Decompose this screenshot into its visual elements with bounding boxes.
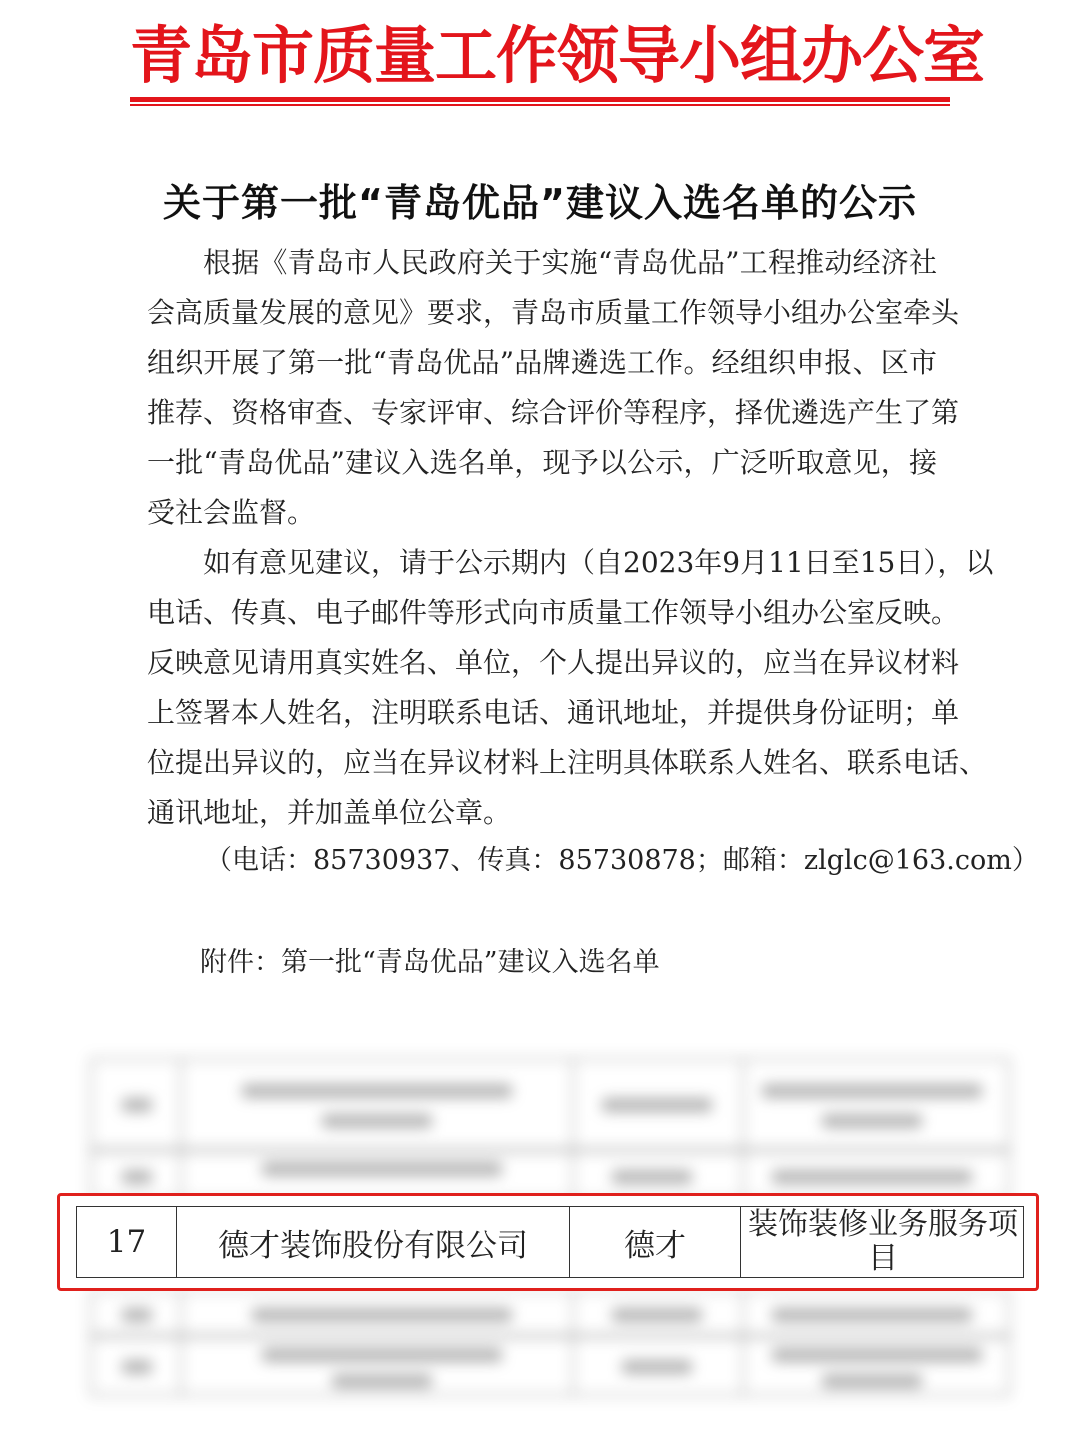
paragraph-line: 通讯地址，并加盖单位公章。 xyxy=(147,796,512,829)
paragraph-line: 如有意见建议，请于公示期内（自2023年9月11日至15日），以 xyxy=(203,546,994,579)
paragraph-line: 电话、传真、电子邮件等形式向市质量工作领导小组办公室反映。 xyxy=(147,596,960,629)
contact-info: （电话：85730937、传真：85730878；邮箱：zlglc@163.com） xyxy=(205,845,1039,876)
letterhead-title: 青岛市质量工作领导小组办公室 xyxy=(130,19,985,92)
attachment-note: 附件：第一批“青岛优品”建议入选名单 xyxy=(200,947,660,978)
paragraph-line: 会高质量发展的意见》要求，青岛市质量工作领导小组办公室牵头 xyxy=(147,296,960,329)
company-name-cell: 德才装饰股份有限公司 xyxy=(177,1207,570,1277)
paragraph-line: 推荐、资格审查、专家评审、综合评价等程序，择优遴选产生了第 xyxy=(147,396,960,429)
blurred-row xyxy=(90,1058,1010,1150)
blurred-row xyxy=(90,1290,1010,1336)
paragraph-1 xyxy=(147,238,960,538)
paragraph-line: 反映意见请用真实姓名、单位，个人提出异议的，应当在异议材料 xyxy=(147,646,960,679)
row-number-cell: 17 xyxy=(77,1207,177,1277)
paragraph-line: 上签署本人姓名，注明联系电话、通讯地址，并提供身份证明；单 xyxy=(147,696,960,729)
letterhead-rule-thick xyxy=(130,97,950,102)
paragraph-line: 根据《青岛市人民政府关于实施“青岛优品”工程推动经济社 xyxy=(203,246,937,279)
paragraph-line: 一批“青岛优品”建议入选名单，现予以公示，广泛听取意见，接 xyxy=(147,446,937,479)
brand-cell: 德才 xyxy=(570,1207,741,1277)
paragraph-line: 受社会监督。 xyxy=(147,496,316,529)
paragraph-2 xyxy=(147,538,994,838)
highlighted-table-row xyxy=(76,1206,1024,1278)
letterhead-rule-thin xyxy=(130,104,950,106)
document-title: 关于第一批“青岛优品”建议入选名单的公示 xyxy=(163,181,917,225)
blurred-row xyxy=(90,1336,1010,1396)
paragraph-line: 位提出异议的，应当在异议材料上注明具体联系人姓名、联系电话、 xyxy=(147,746,988,779)
service-item-cell: 装饰装修业务服务项目 xyxy=(748,1207,1018,1276)
paragraph-line: 组织开展了第一批“青岛优品”品牌遴选工作。经组织申报、区市 xyxy=(147,346,937,379)
